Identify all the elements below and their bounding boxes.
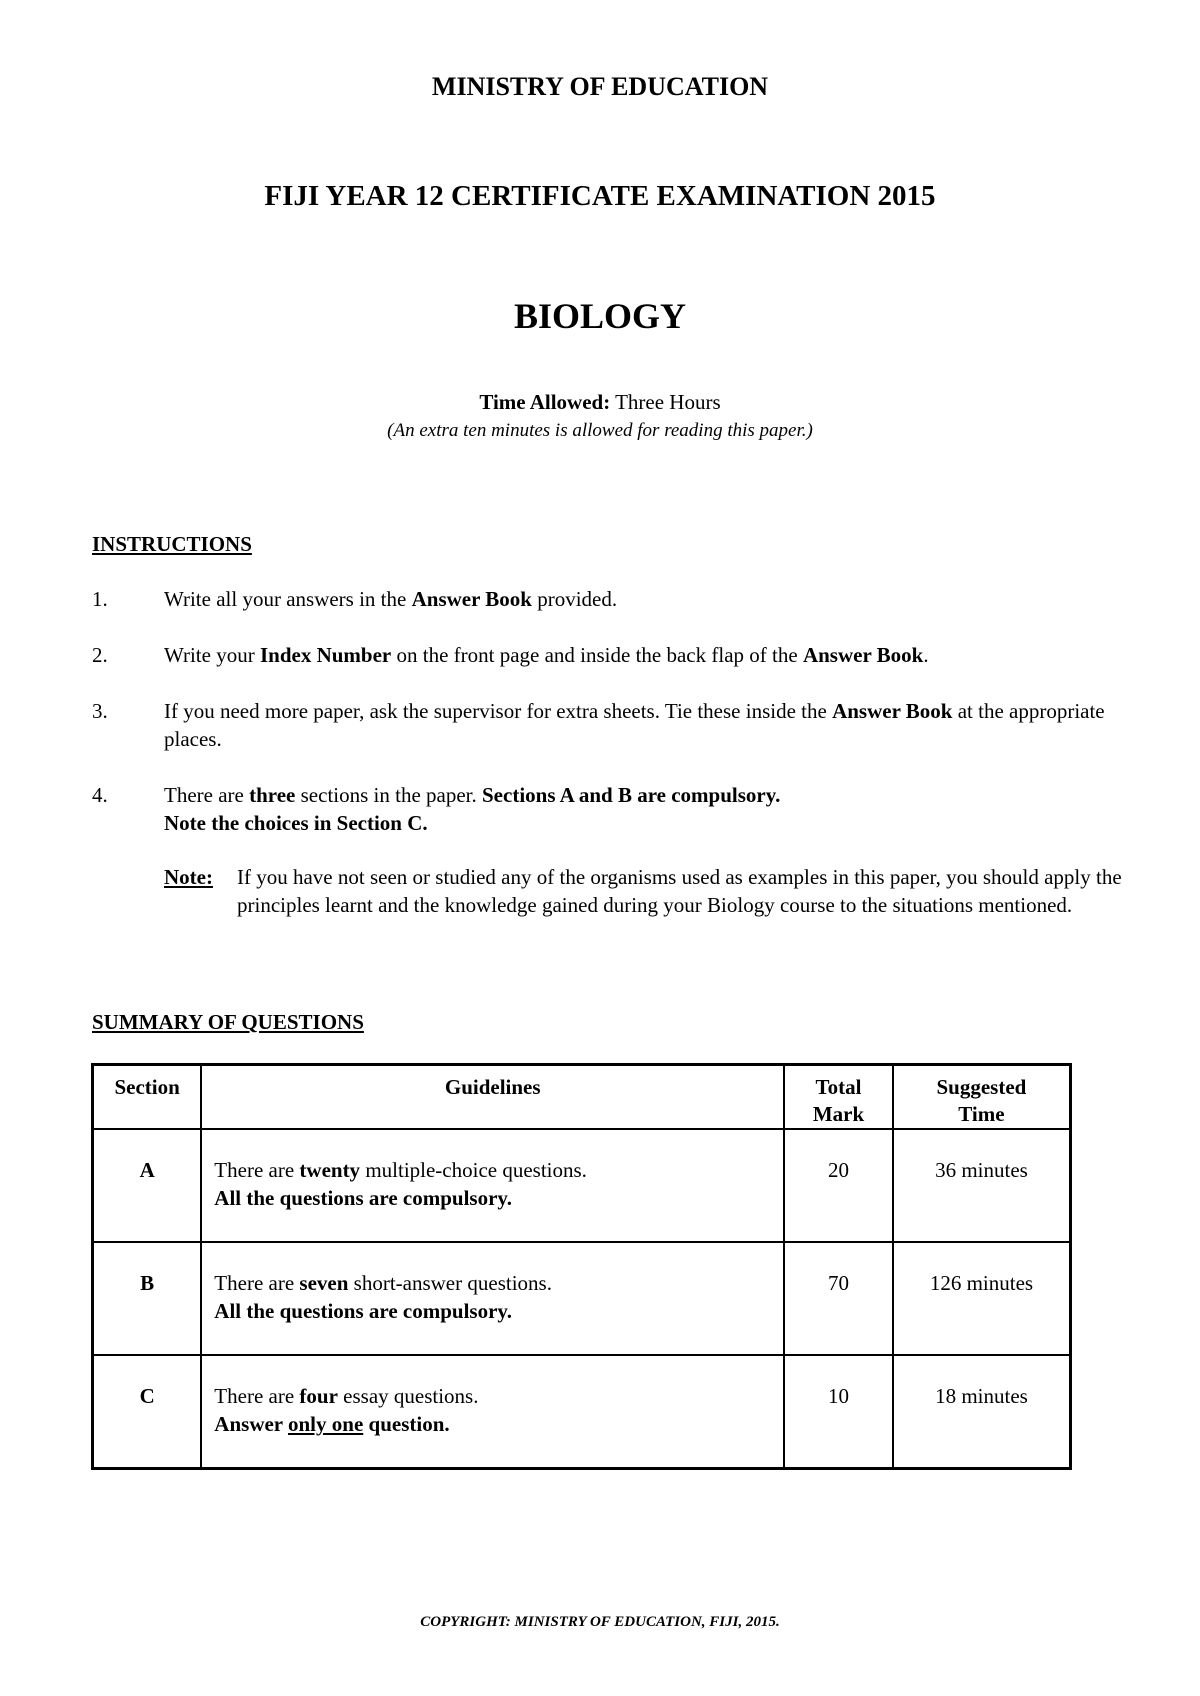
- note-text: If you have not seen or studied any of the organisms used as examples in this paper, you should apply the principles learnt and the knowledge gained during your Biology course to the situations mentioned.: [237, 865, 1122, 917]
- guidelines-cell: There are seven short-answer questions. All the questions are compulsory.: [201, 1242, 784, 1355]
- instructions-heading: INSTRUCTIONS: [92, 532, 252, 556]
- time-cell: 36 minutes: [893, 1129, 1071, 1242]
- mark-cell: 20: [784, 1129, 893, 1242]
- guidelines-cell: There are twenty multiple-choice questions. All the questions are compulsory.: [201, 1129, 784, 1242]
- instruction-item: 4. There are three sections in the paper. Sections A and B are compulsory. Note the choices in Section C.: [92, 783, 781, 835]
- exam-title: FIJI YEAR 12 CERTIFICATE EXAMINATION 2015: [264, 180, 936, 212]
- table-row: [93, 1355, 1071, 1468]
- mark-cell: 10: [784, 1355, 893, 1468]
- section-cell: B: [93, 1242, 202, 1355]
- col-total-mark: Total Mark: [784, 1065, 893, 1130]
- time-allowed-value: Three Hours: [615, 390, 721, 414]
- time-allowed: [0, 390, 1200, 415]
- instruction-item: 1. Write all your answers in the Answer Book provided.: [92, 587, 618, 611]
- copyright-footer: COPYRIGHT: MINISTRY OF EDUCATION, FIJI, 2015.: [420, 1614, 780, 1630]
- time-allowed-label: Time Allowed:: [479, 390, 611, 414]
- note-label: Note:: [164, 865, 213, 889]
- summary-heading: SUMMARY OF QUESTIONS: [92, 1010, 364, 1034]
- guidelines-cell: There are four essay questions. Answer only one question.: [201, 1355, 784, 1468]
- instruction-item: 2. Write your Index Number on the front page and inside the back flap of the Answer Book.: [92, 643, 929, 667]
- section-cell: C: [93, 1355, 202, 1468]
- table-row: [93, 1242, 1071, 1355]
- reading-time-note: (An extra ten minutes is allowed for reading this paper.): [387, 420, 813, 441]
- col-suggested-time: Suggested Time: [893, 1065, 1071, 1130]
- summary-table: [91, 1063, 1072, 1470]
- mark-cell: 70: [784, 1242, 893, 1355]
- table-row: [93, 1129, 1071, 1242]
- note-block: [164, 863, 1132, 919]
- ministry-title: MINISTRY OF EDUCATION: [431, 72, 769, 101]
- col-guidelines: Guidelines: [201, 1065, 784, 1130]
- subject-title: BIOLOGY: [513, 296, 687, 336]
- instruction-item: 3. If you need more paper, ask the supervisor for extra sheets. Tie these inside the Answer Book at the appropriate places.: [92, 699, 1105, 751]
- time-cell: 18 minutes: [893, 1355, 1071, 1468]
- instructions-list: [92, 585, 1132, 919]
- time-cell: 126 minutes: [893, 1242, 1071, 1355]
- col-section: Section: [93, 1065, 202, 1130]
- section-cell: A: [93, 1129, 202, 1242]
- table-header-row: [93, 1065, 1071, 1130]
